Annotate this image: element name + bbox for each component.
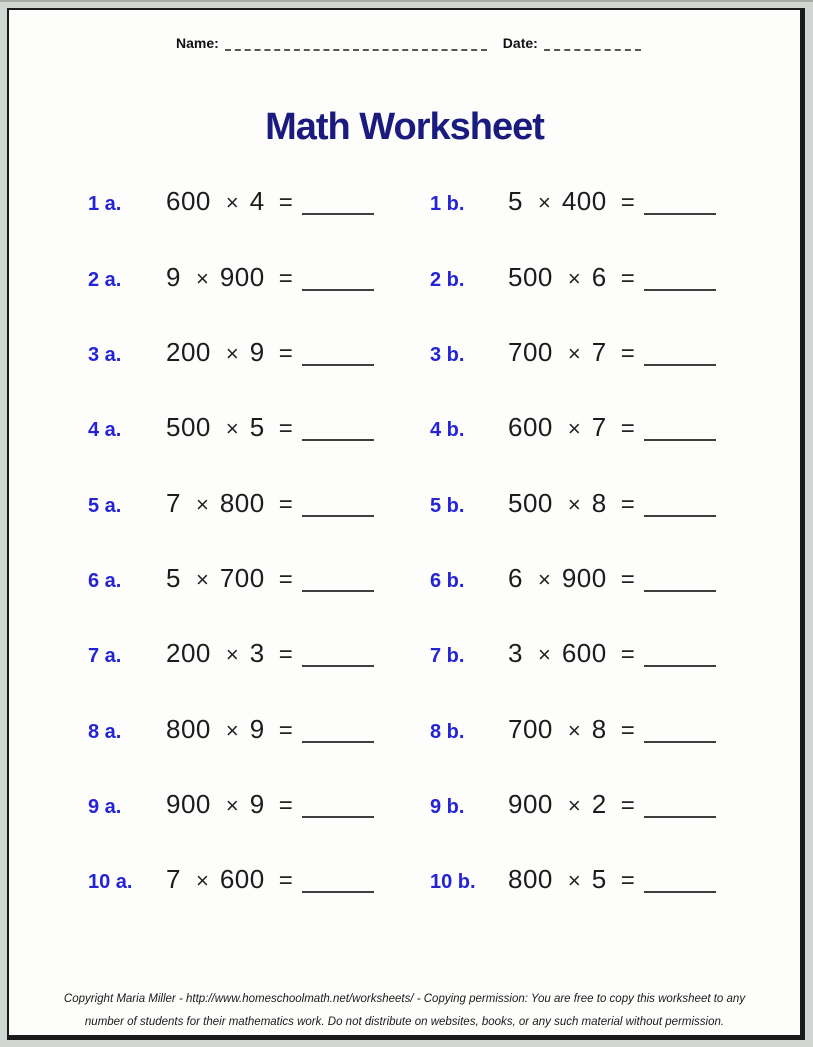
equals-sign: =: [278, 189, 293, 217]
multiply-sign: ×: [225, 340, 239, 366]
multiply-sign: ×: [225, 416, 239, 442]
operand-1: 200: [166, 336, 211, 367]
problem-label: 3 b.: [430, 343, 465, 366]
problem-cell: [430, 412, 790, 443]
problem-expression: [508, 337, 716, 368]
equals-sign: =: [278, 339, 293, 367]
page-title: Math Worksheet: [265, 106, 544, 148]
equals-sign: =: [620, 339, 635, 367]
equals-sign: =: [278, 791, 293, 819]
equals-sign: =: [620, 716, 635, 744]
multiply-sign: ×: [195, 491, 209, 517]
operand-2: 9: [249, 336, 265, 367]
equals-sign: =: [278, 867, 293, 895]
operand-1: 5: [508, 186, 523, 217]
problem-expression: [508, 714, 716, 745]
equals-sign: =: [620, 641, 635, 669]
problem-label: 6 b.: [430, 569, 465, 592]
operand-2: 8: [591, 487, 607, 518]
operand-1: 9: [166, 261, 181, 292]
answer-blank[interactable]: [302, 213, 374, 215]
copyright-line-2: number of students for their mathematics work. Do not distribute on websites, books, or any such material without permission.: [84, 1016, 725, 1028]
problem-cell: [430, 563, 790, 594]
answer-blank[interactable]: [302, 439, 374, 441]
operand-1: 700: [508, 713, 553, 744]
problem-label: 8 a.: [88, 720, 122, 743]
answer-blank[interactable]: [302, 665, 374, 667]
problem-label: 1 b.: [430, 193, 465, 216]
worksheet-page: [7, 8, 805, 1040]
operand-2: 4: [249, 186, 265, 217]
operand-2: 7: [591, 412, 607, 443]
answer-blank[interactable]: [302, 741, 374, 743]
operand-2: 9: [249, 713, 265, 744]
problem-expression: [166, 563, 374, 594]
problem-cell: [88, 714, 430, 745]
operand-1: 700: [508, 336, 553, 367]
problem-expression: [166, 864, 374, 895]
problem-label: 9 b.: [430, 795, 465, 818]
operand-1: 900: [508, 788, 553, 819]
problem-label: 5 b.: [430, 494, 465, 517]
operand-1: 7: [166, 864, 181, 895]
operand-2: 600: [219, 864, 265, 895]
multiply-sign: ×: [537, 642, 551, 668]
equals-sign: =: [278, 641, 293, 669]
problem-cell: [88, 262, 430, 293]
equals-sign: =: [278, 716, 293, 744]
operand-2: 600: [561, 638, 607, 669]
problem-expression: [508, 789, 716, 820]
problem-cell: [88, 488, 430, 519]
problem-expression: [166, 714, 374, 745]
problem-cell: [430, 714, 790, 745]
answer-blank[interactable]: [302, 590, 374, 592]
problem-label: 2 a.: [88, 268, 122, 291]
problem-cell: [430, 186, 790, 217]
problem-label: 10 a.: [88, 871, 133, 894]
operand-1: 6: [508, 562, 523, 593]
operand-1: 600: [508, 412, 553, 443]
multiply-sign: ×: [567, 491, 581, 517]
answer-blank[interactable]: [644, 665, 716, 667]
problem-expression: [166, 337, 374, 368]
multiply-sign: ×: [567, 416, 581, 442]
operand-2: 900: [561, 562, 607, 593]
problem-cell: [430, 337, 790, 368]
equals-sign: =: [620, 867, 635, 895]
operand-2: 8: [591, 713, 607, 744]
equals-sign: =: [620, 264, 635, 292]
problem-label: 5 a.: [88, 494, 122, 517]
answer-blank[interactable]: [644, 816, 716, 818]
answer-blank[interactable]: [302, 891, 374, 893]
problem-cell: [430, 789, 790, 820]
problem-cell: [88, 864, 430, 895]
multiply-sign: ×: [567, 265, 581, 291]
answer-blank[interactable]: [644, 891, 716, 893]
answer-blank[interactable]: [644, 439, 716, 441]
problem-cell: [88, 638, 430, 669]
multiply-sign: ×: [195, 265, 209, 291]
answer-blank[interactable]: [644, 590, 716, 592]
name-label: Name:: [176, 35, 219, 51]
problem-expression: [508, 186, 716, 217]
problem-expression: [166, 412, 374, 443]
problem-expression: [166, 488, 374, 519]
equals-sign: =: [278, 490, 293, 518]
operand-2: 6: [591, 261, 607, 292]
problem-expression: [508, 864, 716, 895]
problem-cell: [88, 412, 430, 443]
operand-1: 200: [166, 638, 211, 669]
operand-1: 800: [508, 864, 553, 895]
multiply-sign: ×: [195, 566, 209, 592]
date-label: Date:: [502, 35, 538, 51]
problem-expression: [508, 638, 716, 669]
problem-label: 8 b.: [430, 720, 465, 743]
answer-blank[interactable]: [644, 515, 716, 517]
multiply-sign: ×: [567, 868, 581, 894]
operand-2: 2: [591, 788, 607, 819]
equals-sign: =: [278, 264, 293, 292]
operand-2: 5: [591, 864, 607, 895]
operand-2: 7: [591, 336, 607, 367]
multiply-sign: ×: [225, 717, 239, 743]
operand-2: 3: [249, 638, 265, 669]
problem-cell: [430, 488, 790, 519]
problem-label: 1 a.: [88, 193, 122, 216]
operand-1: 500: [508, 261, 553, 292]
problem-label: 7 b.: [430, 645, 465, 668]
window-top-edge: [0, 0, 813, 2]
operand-2: 800: [219, 487, 265, 518]
equals-sign: =: [278, 415, 293, 443]
operand-2: 9: [249, 788, 265, 819]
equals-sign: =: [278, 565, 293, 593]
problem-label: 4 b.: [430, 419, 465, 442]
problem-label: 10 b.: [430, 871, 476, 894]
multiply-sign: ×: [195, 868, 209, 894]
operand-1: 7: [166, 487, 181, 518]
problem-expression: [166, 789, 374, 820]
problem-cell: [88, 789, 430, 820]
answer-blank[interactable]: [302, 364, 374, 366]
operand-1: 600: [166, 186, 211, 217]
multiply-sign: ×: [567, 340, 581, 366]
equals-sign: =: [620, 415, 635, 443]
problem-expression: [508, 488, 716, 519]
equals-sign: =: [620, 791, 635, 819]
answer-blank[interactable]: [644, 741, 716, 743]
multiply-sign: ×: [537, 566, 551, 592]
multiply-sign: ×: [567, 717, 581, 743]
problem-label: 3 a.: [88, 343, 122, 366]
answer-blank[interactable]: [302, 816, 374, 818]
header-fill-in-row: [176, 34, 641, 51]
problem-cell: [430, 262, 790, 293]
problem-expression: [508, 412, 716, 443]
answer-blank[interactable]: [302, 289, 374, 291]
problem-expression: [166, 186, 374, 217]
equals-sign: =: [620, 565, 635, 593]
multiply-sign: ×: [225, 190, 239, 216]
problem-cell: [88, 563, 430, 594]
answer-blank[interactable]: [302, 515, 374, 517]
operand-1: 900: [166, 788, 211, 819]
problem-label: 4 a.: [88, 419, 122, 442]
date-blank-line[interactable]: [544, 37, 641, 51]
operand-2: 900: [219, 261, 265, 292]
problem-label: 9 a.: [88, 795, 122, 818]
copyright-footer: [9, 988, 800, 1034]
problem-label: 7 a.: [88, 645, 122, 668]
problem-expression: [166, 638, 374, 669]
problem-cell: [88, 337, 430, 368]
operand-1: 800: [166, 713, 211, 744]
problem-cell: [88, 186, 430, 217]
problem-label: 6 a.: [88, 569, 122, 592]
problem-expression: [166, 262, 374, 293]
problem-label: 2 b.: [430, 268, 465, 291]
copyright-line-1: Copyright Maria Miller - http://www.homeschoolmath.net/worksheets/ - Copying permission: You are free to copy this worksheet to any: [63, 993, 746, 1005]
operand-1: 5: [166, 562, 181, 593]
multiply-sign: ×: [537, 190, 551, 216]
problems-grid: [88, 164, 790, 917]
answer-blank[interactable]: [644, 289, 716, 291]
operand-1: 500: [508, 487, 553, 518]
operand-1: 500: [166, 412, 211, 443]
multiply-sign: ×: [225, 792, 239, 818]
operand-2: 700: [219, 562, 265, 593]
operand-2: 400: [561, 186, 607, 217]
operand-2: 5: [249, 412, 265, 443]
problem-expression: [508, 262, 716, 293]
operand-1: 3: [508, 638, 523, 669]
problem-cell: [430, 638, 790, 669]
name-blank-line[interactable]: [225, 37, 487, 51]
problem-expression: [508, 563, 716, 594]
equals-sign: =: [620, 490, 635, 518]
multiply-sign: ×: [225, 642, 239, 668]
problem-cell: [430, 864, 790, 895]
answer-blank[interactable]: [644, 213, 716, 215]
equals-sign: =: [620, 189, 635, 217]
multiply-sign: ×: [567, 792, 581, 818]
answer-blank[interactable]: [644, 364, 716, 366]
